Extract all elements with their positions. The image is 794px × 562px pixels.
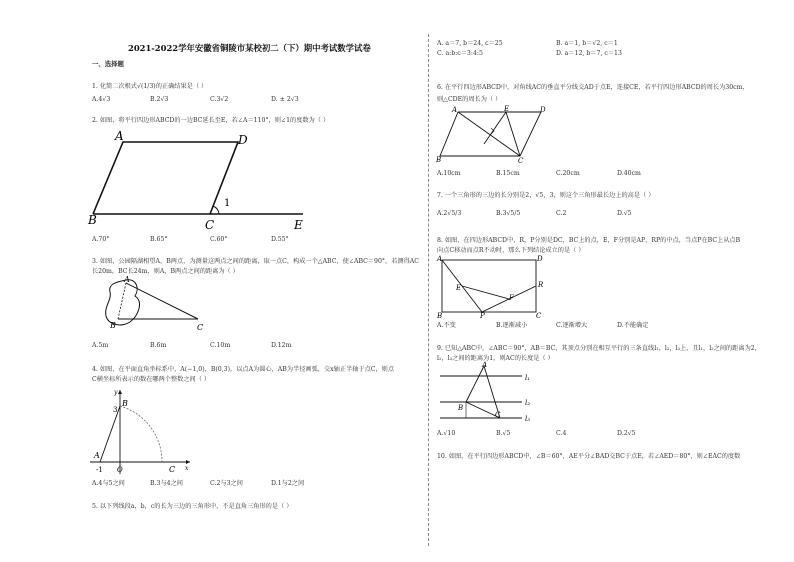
- q9-label-l3: l₃: [525, 415, 531, 423]
- q4-label-o: O: [117, 466, 123, 474]
- q1-option-d: D. ± 2√3: [271, 96, 299, 103]
- q4-label-a: A: [94, 451, 100, 460]
- q6-label-c: C: [518, 157, 524, 165]
- q1-option-c: C.3√2: [210, 96, 229, 103]
- q1-option-b: B.2√3: [150, 96, 169, 103]
- q8-option-c: C.逐渐增大: [556, 322, 588, 329]
- q8-label-r: R: [538, 281, 544, 289]
- q4-label-c: C: [169, 465, 176, 474]
- q2-option-d: D.55°: [271, 236, 289, 243]
- q9-option-c: C.4: [556, 430, 567, 437]
- q5-option-a: A. a＝7, b＝24, c＝25: [437, 40, 503, 47]
- q9-option-a: A.√10: [437, 430, 456, 437]
- q9-label-c: C: [495, 411, 501, 419]
- q9-stem-line1: 9. 已知△ABC中，∠ABC＝90°，AB＝BC，其顶点分别在相互平行的三条直线l₁，l₂，l₃上，且l₁，l₂之间的距离为2，: [437, 345, 761, 352]
- q2-option-b: B.65°: [150, 236, 168, 243]
- q5-option-b: B. a＝1, b＝√2, c＝1: [556, 40, 618, 47]
- q8-stem-line2: 向点C移动而点R不动时，那么下列结论成立的是（ ）: [437, 247, 585, 254]
- q8-label-b: B: [437, 312, 443, 320]
- section-heading: 一、选择题: [92, 60, 124, 68]
- q6-label-e: E: [504, 105, 510, 113]
- q3-label-c: C: [197, 323, 204, 332]
- q7-option-d: D.√5: [617, 210, 632, 217]
- q2-label-e: E: [294, 218, 303, 232]
- q2-option-a: A.70°: [92, 236, 110, 243]
- q7-stem: 7. 一个三角形的三边的长分别是2，√5，3，则这个三角形最长边上的高是（ ）: [437, 192, 655, 199]
- q9-option-b: B.√5: [496, 430, 511, 437]
- q1-stem: 1. 化简二次根式√(1/3)的正确结果是（ ）: [92, 83, 208, 90]
- q4-label-neg1: -1: [96, 466, 103, 474]
- q5-option-d: D. a＝12, b＝7, c＝13: [556, 50, 622, 57]
- q9-label-a: A: [482, 361, 488, 369]
- q6-stem-line1: 6. 在平行四边形ABCD中，对角线AC的垂直平分线交AD于点E，连接CE，若平行四边形ABCD的周长为30cm，: [437, 84, 749, 91]
- q2-option-c: C.60°: [210, 236, 228, 243]
- q2-parallelogram-figure: [88, 128, 318, 233]
- q8-label-p: P: [480, 312, 485, 320]
- paper-title: 2021-2022学年安徽省铜陵市某校初二（下）期中考试数学试卷: [128, 43, 371, 53]
- q3-option-d: D.12m: [271, 342, 292, 349]
- q9-label-b: B: [458, 404, 464, 412]
- q6-parallelogram-figure: [436, 106, 551, 164]
- q7-option-b: B.3√5/5: [496, 210, 521, 217]
- q4-option-b: B.3与4之间: [150, 480, 183, 487]
- q8-option-b: B.逐渐减小: [496, 322, 528, 329]
- column-divider: [428, 34, 429, 546]
- q3-stem-line1: 3. 如图，公园隔湖相望A，B两点，为测量这两点之间的距离，取一点C，构成一个△ABC，使∠ABC＝90°，若测得AC: [92, 258, 419, 265]
- q7-option-c: C.2: [556, 210, 567, 217]
- q9-label-l1: l₁: [525, 374, 531, 382]
- q9-stem-line2: l₂，l₃之间的距离为1，则AC的长度是（ ）: [437, 355, 554, 362]
- q4-option-c: C.2与3之间: [210, 480, 243, 487]
- q4-label-b: B: [122, 399, 128, 408]
- q1-option-a: A.4√3: [92, 96, 111, 103]
- q8-label-f: F: [509, 294, 514, 302]
- q8-quadrilateral-figure: [436, 256, 548, 318]
- q8-label-a: A: [437, 255, 443, 263]
- q3-label-b: B: [110, 321, 116, 330]
- q3-option-c: C.10m: [210, 342, 231, 349]
- q9-option-d: D.2√5: [617, 430, 636, 437]
- q4-option-a: A.4与5之间: [92, 480, 125, 487]
- q6-option-a: A.10cm: [437, 170, 461, 177]
- q4-label-x: x: [185, 465, 189, 472]
- q2-stem: 2. 如图，将平行四边形ABCD的一边BC延长至E，若∠A＝110°，则∠1的度数为（ ）: [92, 117, 330, 124]
- q2-label-b: B: [88, 213, 97, 227]
- q3-option-b: B.6m: [150, 342, 167, 349]
- q5-stem: 5. 以下列线段a，b，c的长为三边的三角形中，不是直角三角形的是（ ）: [92, 503, 293, 510]
- q4-coordinate-figure: [90, 386, 200, 476]
- q9-label-l2: l₂: [525, 399, 531, 407]
- q4-option-d: D.1与2之间: [271, 480, 305, 487]
- q4-label-y: y: [114, 389, 118, 396]
- q2-label-c: C: [205, 218, 215, 232]
- q6-label-a: A: [452, 106, 458, 114]
- q10-stem: 10. 如图，在平行四边形ABCD中，∠B＝60°，AE平分∠BAD交BC于点E，若∠AED＝80°，则∠EAC的度数: [437, 453, 741, 460]
- q8-label-d: D: [537, 255, 543, 263]
- q3-option-a: A.5m: [92, 342, 109, 349]
- q9-parallel-lines-figure: [438, 362, 538, 428]
- q6-option-b: B.15cm: [496, 170, 520, 177]
- q6-label-d: D: [540, 106, 546, 114]
- q6-label-b: B: [436, 156, 442, 164]
- q6-option-c: C.20cm: [556, 170, 580, 177]
- q4-label-3: 3: [113, 406, 118, 414]
- q6-option-d: D.40cm: [617, 170, 641, 177]
- q8-option-d: D.不能确定: [617, 322, 649, 329]
- q3-label-a: A: [124, 275, 130, 284]
- q6-stem-line2: 则△CDE的周长为（ ）: [437, 96, 502, 103]
- q5-option-c: C. a:b:c＝3:4:5: [437, 50, 483, 57]
- q4-stem-line1: 4. 如图，在平面直角坐标系中，A(−1,0)，B(0,3)，以点A为圆心，AB为半径画弧，交x轴正半轴于点C，则点: [92, 366, 395, 373]
- q8-option-a: A.不变: [437, 322, 456, 329]
- q8-label-c: C: [536, 312, 542, 320]
- q3-stem-line2: 长20m，BC长24m，则A，B两点之间的距离为（ ）: [92, 268, 239, 275]
- q3-lake-figure: [100, 276, 215, 336]
- q2-angle-1: 1: [224, 198, 231, 209]
- q7-option-a: A.2√5/3: [437, 210, 462, 217]
- q2-label-d: D: [238, 133, 248, 147]
- q4-stem-line2: C横坐标所表示的数在哪两个整数之间（ ）: [92, 376, 211, 383]
- q2-label-a: A: [115, 129, 124, 143]
- q8-stem-line1: 8. 如图，在四边形ABCD中，R，P分别是DC，BC上的点，E，F分别是AP，RP的中点，当点P在BC上从点B: [437, 237, 741, 244]
- q8-label-e: E: [456, 284, 462, 292]
